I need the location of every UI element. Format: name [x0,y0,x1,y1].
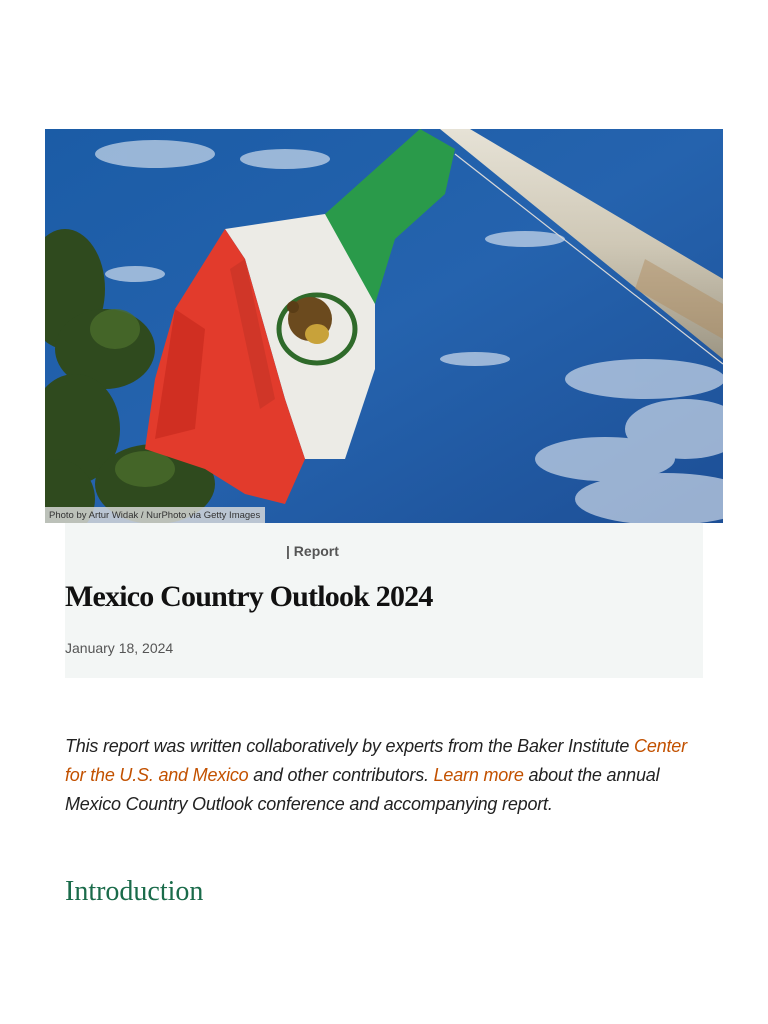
mexican-flag-photo [45,129,723,523]
intro-text-part2: and other contributors. [248,765,434,785]
page-title: Mexico Country Outlook 2024 [65,580,433,613]
photo-credit: Photo by Artur Widak / NurPhoto via Getty Images [45,507,265,523]
hero-image [45,129,723,523]
article-header [65,523,703,678]
introduction-heading: Introduction [65,876,204,907]
learn-more-link[interactable]: Learn more [433,765,524,785]
intro-paragraph [65,732,705,819]
center-link[interactable]: Center for the U.S. and Mexico [65,736,687,785]
intro-text-part3: about the annual Mexico Country Outlook conference and accompanying report. [65,765,660,814]
content-type-label[interactable]: | Report [286,543,339,559]
intro-text-part1: This report was written collaboratively by experts from the Baker Institute [65,736,635,756]
publish-date: January 18, 2024 [65,640,174,656]
